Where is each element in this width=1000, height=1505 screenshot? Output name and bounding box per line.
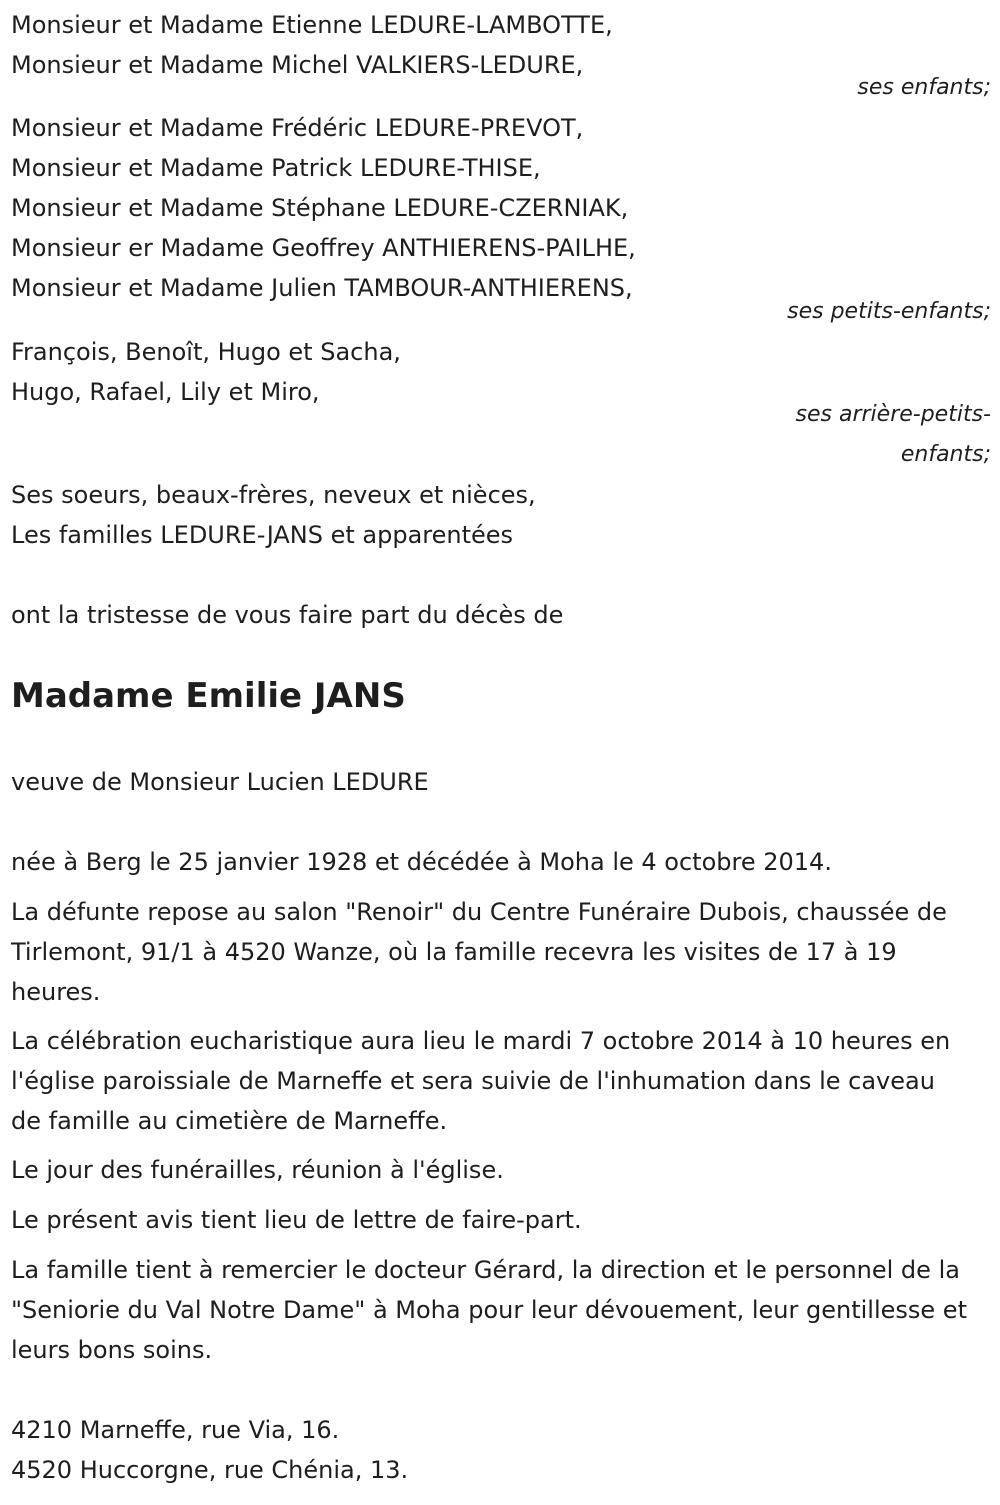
thanks-paragraph: La famille tient à remercier le docteur Gérard, la direction et le personnel de la "Seniorie du Val Notre Dame" à Moha pour leur dévouement, leur gentillesse et leurs bons soins. [11, 1256, 967, 1364]
grandchildren-group [11, 108, 636, 308]
celebration-paragraph: La célébration eucharistique aura lieu le mardi 7 octobre 2014 à 10 heures en l'église paroissiale de Marneffe et sera suivie de l'inhumation dans le caveau de famille au cimetière de Marneffe. [11, 1027, 951, 1135]
grandchild-name: Monsieur et Madame Frédéric LEDURE-PREVOT, [11, 114, 584, 142]
funeral-day-paragraph: Le jour des funérailles, réunion à l'église. [11, 1156, 504, 1184]
notice-paragraph: Le présent avis tient lieu de lettre de faire-part. [11, 1206, 582, 1234]
family-group [11, 475, 536, 555]
announcement: ont la tristesse de vous faire part du décès de [11, 601, 564, 629]
widow-of: veuve de Monsieur Lucien LEDURE [11, 768, 429, 796]
grandchildren-role: ses petits-enfants; [787, 299, 991, 324]
grandchild-name: Monsieur et Madame Patrick LEDURE-THISE, [11, 154, 541, 182]
grandchild-name: Monsieur er Madame Geoffrey ANTHIERENS-PAILHE, [11, 234, 636, 262]
address: 4520 Huccorgne, rue Chénia, 13. [11, 1456, 409, 1484]
great-grandchild-names: François, Benoît, Hugo et Sacha, [11, 338, 401, 366]
deceased-name: Madame Emilie JANS [11, 676, 406, 716]
rest-location-paragraph: La défunte repose au salon "Renoir" du Centre Funéraire Dubois, chaussée de Tirlemont, 91/1 à 4520 Wanze, où la famille recevra les visites de 17 à 19 heures. [11, 898, 947, 1006]
grandchild-name: Monsieur et Madame Julien TAMBOUR-ANTHIERENS, [11, 274, 633, 302]
great-grandchildren-role-line1: ses arrière-petits- [795, 402, 991, 427]
address: 4210 Marneffe, rue Via, 16. [11, 1416, 340, 1444]
birth-death-paragraph: née à Berg le 25 janvier 1928 et décédée à Moha le 4 octobre 2014. [11, 848, 832, 876]
great-grandchildren-role [11, 395, 991, 475]
great-grandchildren-role-line2: enfants; [900, 442, 991, 467]
children-name: Monsieur et Madame Michel VALKIERS-LEDURE, [11, 51, 584, 79]
great-grandchild-names: Hugo, Rafael, Lily et Miro, [11, 378, 320, 406]
family-line: Ses soeurs, beaux-frères, neveux et nièces, [11, 481, 536, 509]
children-name: Monsieur et Madame Etienne LEDURE-LAMBOTTE, [11, 11, 613, 39]
children-role: ses enfants; [857, 75, 991, 100]
grandchild-name: Monsieur et Madame Stéphane LEDURE-CZERNIAK, [11, 194, 629, 222]
family-line: Les familles LEDURE-JANS et apparentées [11, 521, 514, 549]
